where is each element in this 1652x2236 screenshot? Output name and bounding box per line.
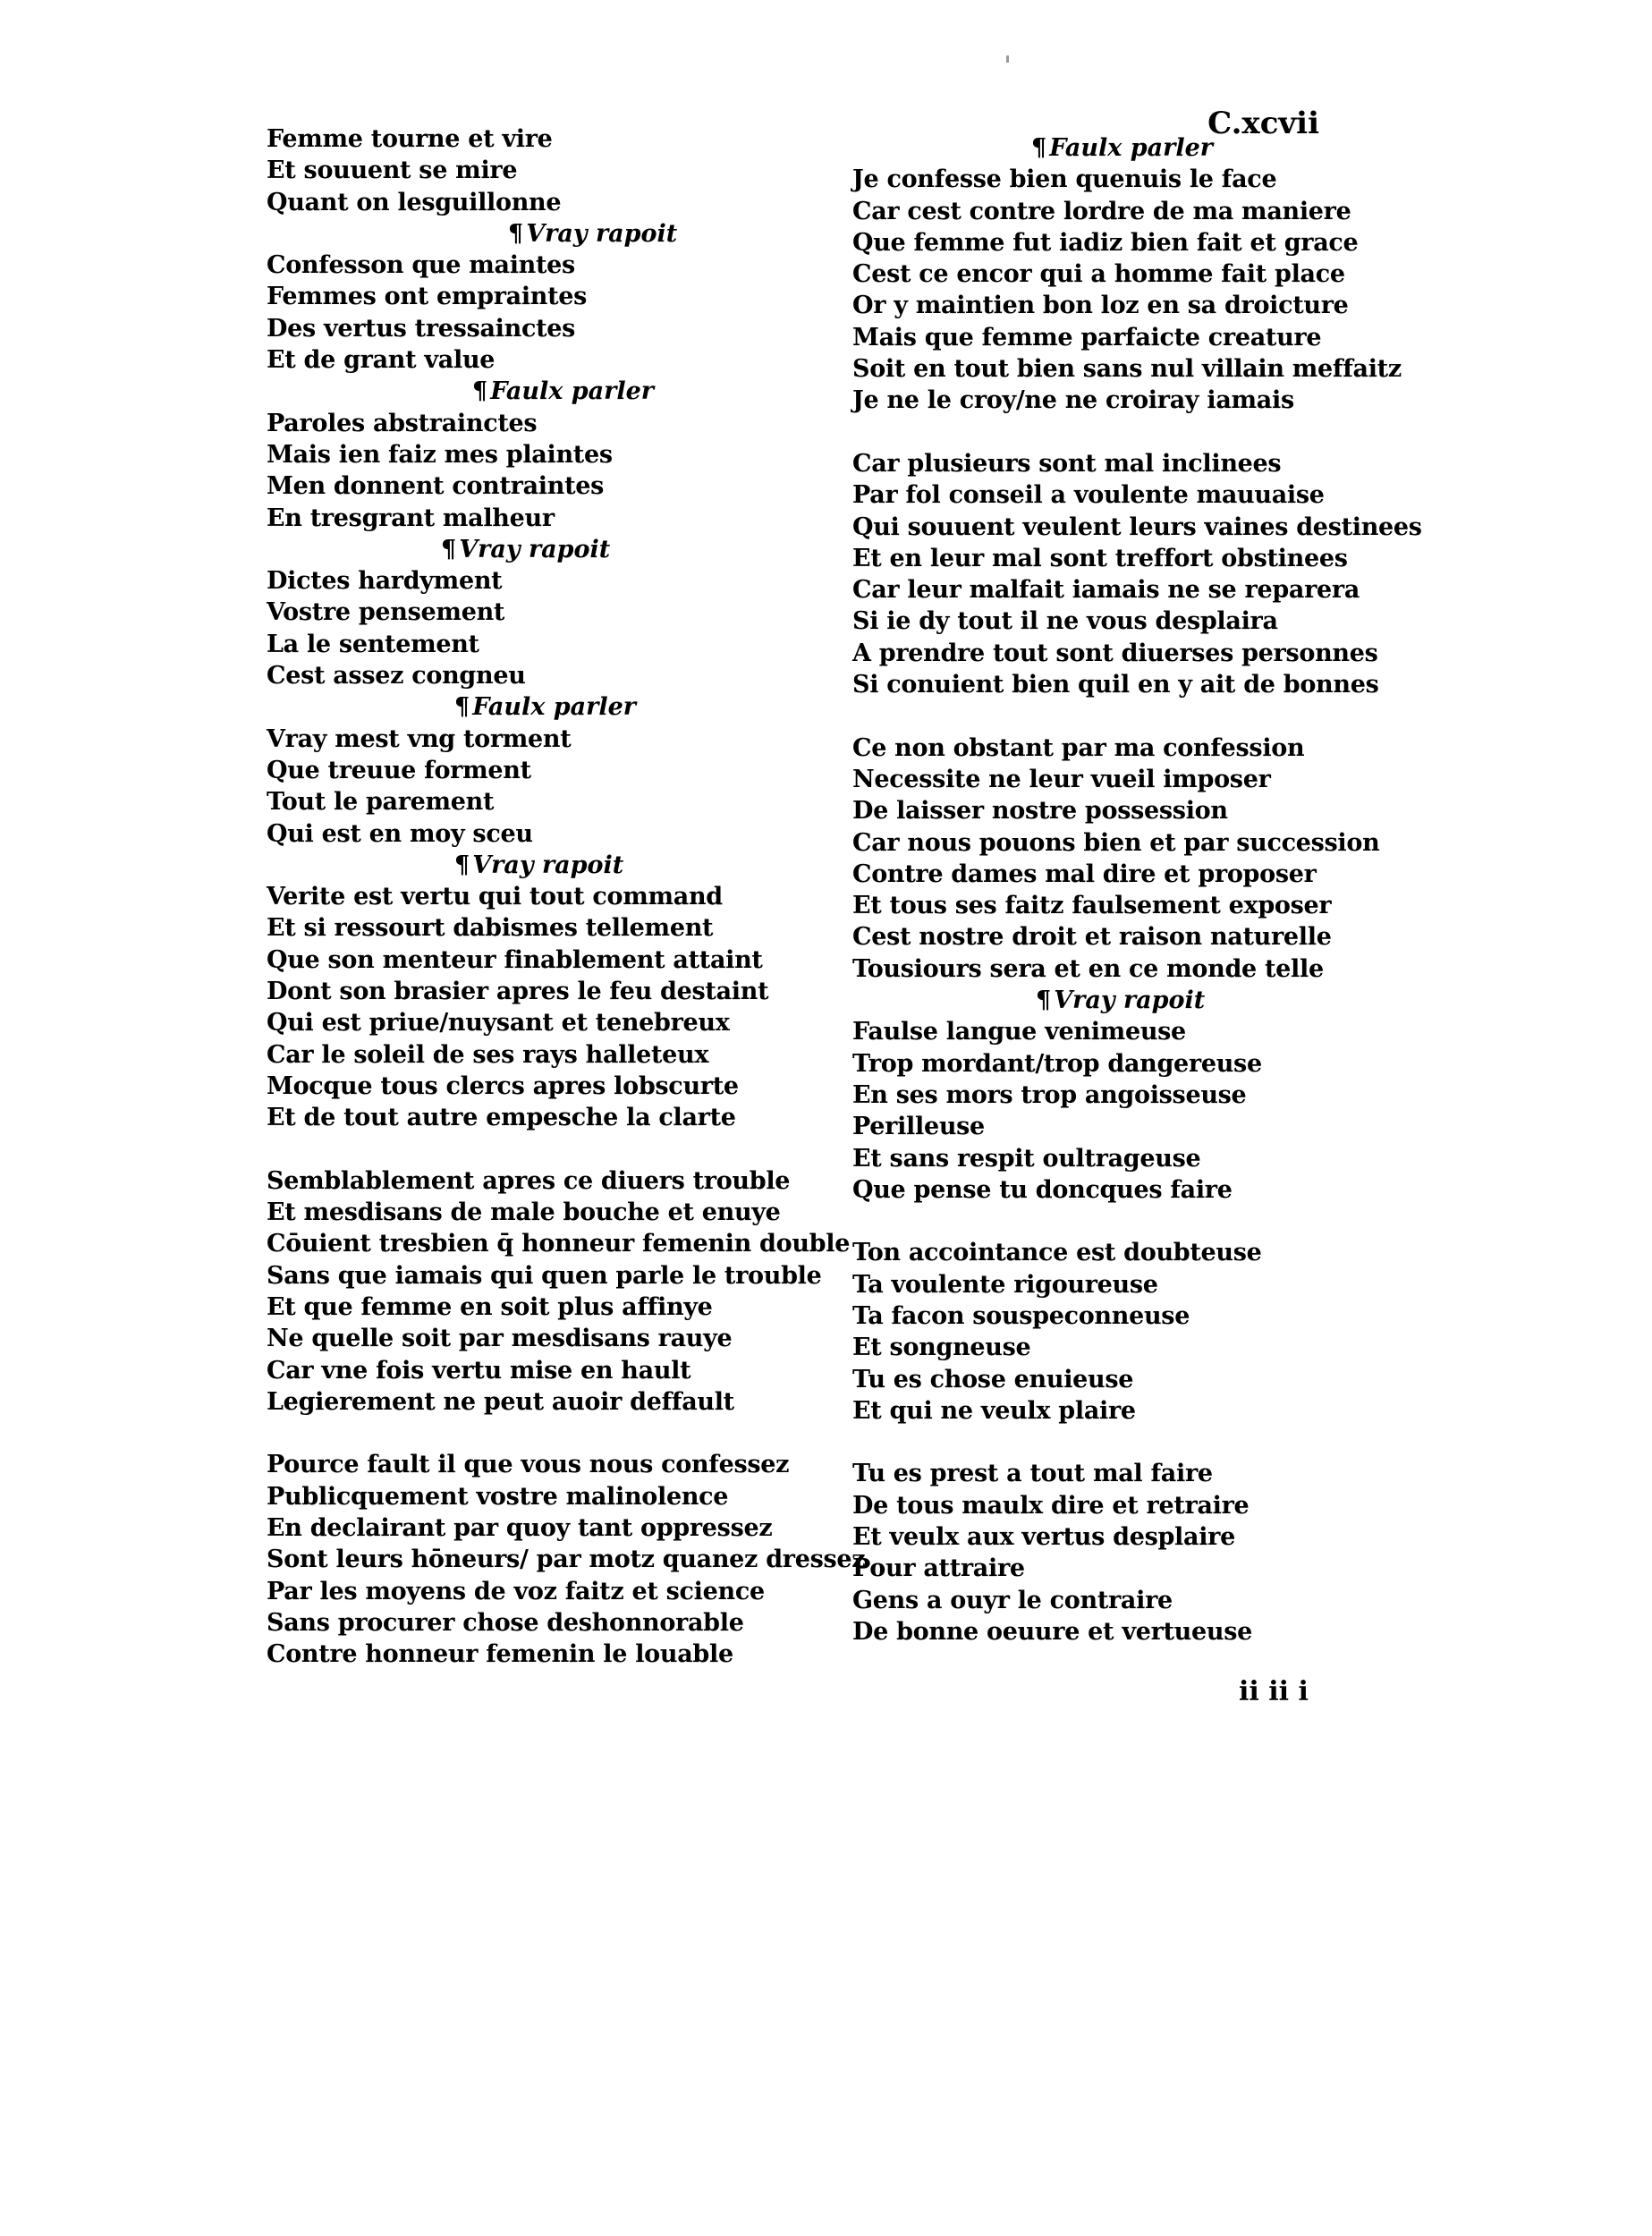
verse-line: Et tous ses faitz faulsement exposer (852, 892, 1332, 920)
speaker-heading (267, 376, 803, 407)
verse-line: Que son menteur finablement attaint (267, 945, 763, 974)
verse-line: Faulse langue venimeuse (852, 1018, 1186, 1046)
verse-line: Par fol conseil a voulente mauuaise (852, 481, 1325, 510)
verse-line: Vray mest vng torment (267, 724, 572, 753)
verse-line: Si conuient bien quil en y ait de bonnes (852, 671, 1379, 699)
verse-line: De tous maulx dire et retraire (852, 1491, 1250, 1520)
speaker-heading (852, 132, 1407, 164)
stanza-gap (852, 417, 1407, 448)
pilcrow-icon: ¶ (1036, 987, 1052, 1015)
verse-line: Car cest contre lordre de ma maniere (852, 197, 1351, 225)
verse-line: Sans procurer chose deshonnorable (267, 1608, 744, 1637)
verse-line: Cest assez congneu (267, 662, 526, 690)
verse-line: Qui souuent veulent leurs vaines destinees (852, 512, 1422, 541)
pilcrow-icon: ¶ (441, 535, 457, 563)
verse-line: Semblablement apres ce diuers trouble (267, 1166, 791, 1195)
speaker-heading (267, 850, 803, 881)
verse-line: Que treuue forment (267, 756, 531, 784)
verse-line: En declairant par quoy tant oppressez (267, 1514, 773, 1543)
pilcrow-icon: ¶ (472, 377, 488, 406)
verse-line: Et sans respit oultrageuse (852, 1144, 1201, 1173)
verse-line: Confesson que maintes (267, 251, 575, 280)
verse-line: Cest ce encor qui a homme fait place (852, 260, 1345, 289)
verse-line: Et songneuse (852, 1334, 1031, 1362)
verse-line: Je confesse bien quenuis le face (852, 165, 1277, 194)
verse-line: Sont leurs hōneurs/ par motz quanez dressez (267, 1546, 866, 1574)
stanza-gap (852, 700, 1407, 732)
left-text-column (267, 123, 866, 1671)
pilcrow-icon: ¶ (454, 693, 470, 722)
verse-line: Femmes ont empraintes (267, 283, 588, 311)
verse-line: Et en leur mal sont treffort obstinees (852, 544, 1348, 572)
verse-line: De laisser nostre possession (852, 797, 1228, 826)
verse-line: Cest nostre droit et raison naturelle (852, 923, 1332, 952)
stanza-gap (852, 1206, 1407, 1237)
verse-line: La le sentement (267, 630, 479, 658)
stanza-gap (852, 1427, 1407, 1458)
speaker-heading (267, 218, 803, 250)
right-text-column (852, 132, 1422, 1647)
verse-line: Tu es chose enuieuse (852, 1365, 1134, 1393)
verse-line: Ta voulente rigoureuse (852, 1270, 1158, 1299)
verse-line: Ce non obstant par ma confession (852, 733, 1305, 762)
verse-line: Or y maintien bon loz en sa droicture (852, 292, 1349, 320)
speaker-name: Faulx parler (472, 693, 637, 722)
verse-line: Femme tourne et vire (267, 125, 553, 153)
speaker-name: Vray rapoit (1054, 987, 1206, 1015)
speaker-name: Vray rapoit (459, 535, 611, 563)
verse-line: Necessite ne leur vueil imposer (852, 765, 1271, 793)
verse-line: Car le soleil de ses rays halleteux (267, 1040, 709, 1069)
pilcrow-icon: ¶ (1031, 134, 1047, 162)
verse-line: Gens a ouyr le contraire (852, 1586, 1173, 1614)
verse-line: Mais que femme parfaicte creature (852, 323, 1322, 351)
stanza-gap (267, 1134, 803, 1165)
verse-line: Mais ien faiz mes plaintes (267, 440, 613, 469)
verse-line: Car leur malfait iamais ne se reparera (852, 576, 1360, 605)
signature-mark: ii ii i (1239, 1676, 1309, 1707)
verse-line: Publicquement vostre malinolence (267, 1482, 729, 1511)
speaker-name: Vray rapoit (526, 219, 678, 248)
verse-line: Qui est en moy sceu (267, 819, 533, 848)
verse-line: Et souuent se mire (267, 157, 518, 185)
verse-line: Dont son brasier apres le feu destaint (267, 978, 769, 1006)
verse-line: A prendre tout sont diuerses personnes (852, 639, 1378, 667)
verse-line: Tu es prest a tout mal faire (852, 1460, 1213, 1488)
verse-line: Mocque tous clercs apres lobscurte (267, 1071, 739, 1100)
verse-line: Trop mordant/trop dangereuse (852, 1049, 1262, 1078)
verse-line: Pource fault il que vous nous confessez (267, 1451, 790, 1479)
verse-line: Et qui ne veulx plaire (852, 1396, 1136, 1425)
verse-line: Sans que iamais qui quen parle le trouble (267, 1261, 822, 1290)
verse-line: Car nous pouons bien et par succession (852, 828, 1380, 857)
verse-line: Ta facon souspeconneuse (852, 1301, 1190, 1330)
verse-line: En tresgrant malheur (267, 504, 555, 532)
verse-line: Que pense tu doncques faire (852, 1175, 1233, 1204)
speaker-heading (852, 985, 1407, 1016)
speaker-name: Faulx parler (1049, 134, 1214, 162)
verse-line: Paroles abstrainctes (267, 409, 538, 437)
verse-line: Je ne le croy/ne ne croiray iamais (852, 386, 1294, 415)
speaker-heading (267, 691, 803, 723)
margin-mark (1006, 55, 1009, 63)
verse-line: De bonne oeuure et vertueuse (852, 1617, 1253, 1646)
verse-line: Et de grant value (267, 346, 496, 375)
verse-line: Et de tout autre empesche la clarte (267, 1104, 736, 1132)
verse-line: Ne quelle soit par mesdisans rauye (267, 1325, 733, 1353)
verse-line: Legierement ne peut auoir deffault (267, 1387, 734, 1416)
verse-line: Dictes hardyment (267, 567, 503, 596)
pilcrow-icon: ¶ (454, 851, 470, 879)
verse-line: Vostre pensement (267, 598, 505, 627)
stanza-gap (267, 1418, 803, 1449)
verse-line: Des vertus tressainctes (267, 314, 576, 343)
verse-line: En ses mors trop angoisseuse (852, 1080, 1247, 1109)
verse-line: Et si ressourt dabismes tellement (267, 914, 714, 943)
verse-line: Contre honneur femenin le louable (267, 1640, 733, 1669)
verse-line: Qui est priue/nuysant et tenebreux (267, 1009, 730, 1038)
folio-number: C.xcvii (1207, 106, 1319, 141)
verse-line: Pour attraire (852, 1554, 1025, 1583)
verse-line: Soit en tout bien sans nul villain meffaitz (852, 355, 1402, 384)
verse-line: Et que femme en soit plus affinye (267, 1292, 713, 1321)
verse-line: Car plusieurs sont mal inclinees (852, 449, 1282, 478)
verse-line: Perilleuse (852, 1113, 985, 1141)
verse-line: Si ie dy tout il ne vous desplaira (852, 607, 1278, 636)
verse-line: Contre dames mal dire et proposer (852, 860, 1317, 888)
verse-line: Et veulx aux vertus desplaire (852, 1523, 1235, 1552)
verse-line: Verite est vertu qui tout command (267, 883, 723, 911)
verse-line: Tousiours sera et en ce monde telle (852, 954, 1324, 983)
speaker-heading (267, 534, 803, 565)
verse-line: Quant on lesguillonne (267, 188, 562, 216)
verse-line: Ton accointance est doubteuse (852, 1239, 1262, 1267)
pilcrow-icon: ¶ (508, 219, 524, 248)
verse-line: Et mesdisans de male bouche et enuye (267, 1198, 781, 1227)
verse-line: Que femme fut iadiz bien fait et grace (852, 228, 1359, 257)
verse-line: Cōuient tresbien q̄ honneur femenin double (267, 1230, 851, 1258)
speaker-name: Vray rapoit (472, 851, 624, 879)
speaker-name: Faulx parler (490, 377, 655, 406)
verse-line: Men donnent contraintes (267, 472, 605, 501)
verse-line: Tout le parement (267, 788, 495, 817)
verse-line: Par les moyens de voz faitz et science (267, 1577, 765, 1605)
verse-line: Car vne fois vertu mise en hault (267, 1356, 691, 1385)
